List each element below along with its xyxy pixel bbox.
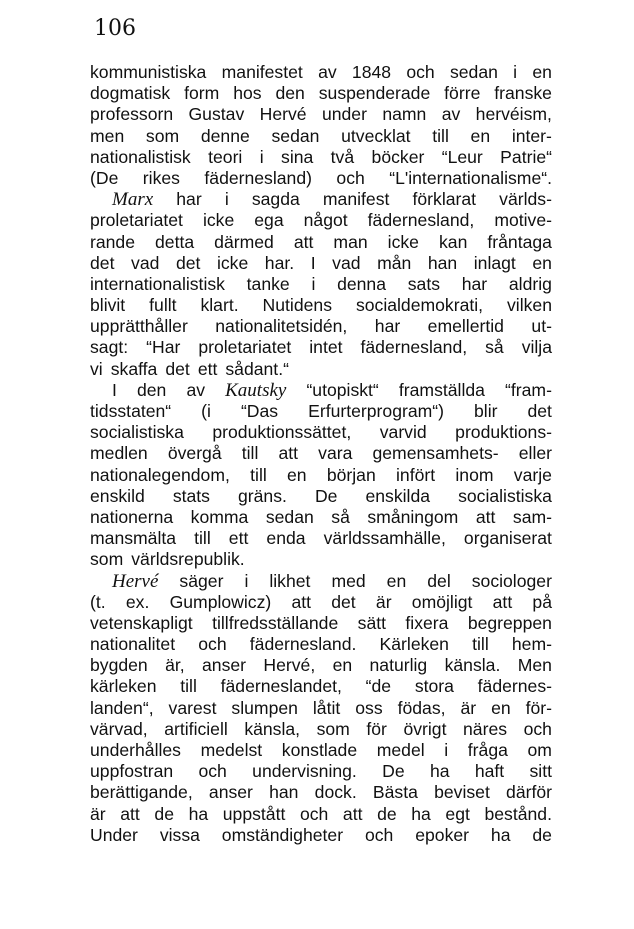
word: inom [455,464,494,485]
word: sagda [251,189,300,210]
text-line [90,549,552,570]
word: “Har [146,337,181,358]
word: fädernesland, [367,210,475,231]
word: artificiell [164,718,228,739]
word: uppstått [222,803,286,824]
word: Men [517,655,552,676]
word: varest [168,697,217,718]
word: att [278,443,299,464]
word: ha [411,803,431,824]
word: haft [474,761,505,782]
word: den [136,379,167,400]
word: en [491,697,511,718]
word: med [331,570,366,591]
word: för [366,718,387,739]
word: till [180,676,197,697]
word: har [461,273,488,294]
word: sätt [357,612,386,633]
word: intet [309,337,343,358]
word: kan [438,231,468,252]
word: icke [387,231,419,252]
word: dock. [314,782,357,803]
word: medelst [200,740,263,760]
word: manifestet [221,62,303,82]
word: något [303,210,348,231]
word: är [90,803,106,824]
word: ega [254,210,284,231]
word: under [321,104,367,125]
text-line [90,337,552,358]
word: i [259,146,264,167]
word: Erfurterprogram“) [308,401,444,421]
body-text [90,62,552,846]
text-line [90,655,552,676]
word: icke [216,252,249,273]
word: en [287,464,307,485]
word: blir [474,401,498,421]
word: säger [179,570,224,591]
text-line [90,465,552,486]
word: nationalegendom, [90,464,230,485]
word: aldrig [508,273,552,294]
text-line [90,443,552,464]
word: vilken [507,295,552,316]
word: att [342,803,363,824]
word: näres [463,718,508,739]
word: i [444,740,449,760]
text-line [90,210,552,231]
word: medlen [90,443,148,464]
word: bestånd. [484,803,552,824]
text-line [90,253,552,274]
text-line [90,740,552,761]
word: en [532,252,552,273]
word: icke [202,210,235,231]
word: en [470,125,491,146]
word: varje [513,464,552,485]
word: oss [355,697,383,718]
word: medel [376,740,425,760]
word: övergå [167,443,222,464]
word: inter- [511,125,552,146]
word: till [472,634,489,655]
word: bygden [90,655,148,676]
word: nationerna [90,506,174,527]
word: proletariatet [198,337,292,358]
word: har [176,189,202,210]
word: och [523,718,552,739]
word: och [364,824,394,845]
word: egt [445,803,470,824]
italic-name: Hervé [112,570,159,592]
word: sådant.“ [225,358,289,379]
word: “fram- [505,379,552,400]
word: mansmälta [90,528,177,549]
word: beviset [434,782,490,803]
word: att [120,803,140,824]
text-line [90,83,552,104]
word: enskild [90,485,145,506]
word: den [275,83,305,104]
text-line [90,486,552,507]
word: emellertid [427,316,504,337]
word: och [198,761,227,782]
word: i [244,570,249,591]
word: ut- [531,316,552,337]
word: vara [318,443,353,464]
word: och [336,167,365,188]
word: franske [494,83,552,104]
word: att [291,591,312,612]
word: detta [155,231,195,252]
word: är [460,697,477,718]
word: har [374,316,401,337]
italic-name: Kautsky [225,379,287,401]
word: konstlade [281,740,358,760]
word: två [330,146,355,167]
word: till [432,125,449,146]
word: en [386,570,407,591]
word: stats [172,485,210,506]
word: socialistiska [90,422,184,443]
word: socialdemokrati, [355,295,484,316]
word: naturlig [369,655,428,676]
word: manifest [322,189,390,210]
word: likhet [269,570,311,591]
text-line [90,168,552,189]
word: ha [490,824,511,845]
word: 1848 [351,62,392,82]
word: förre [444,83,481,104]
word: i [513,62,518,82]
word: suspenderade [318,83,431,104]
word: så [331,506,350,527]
text-line [90,676,552,697]
word: mån [377,252,412,273]
word: internationalistisk [90,273,225,294]
word: av [186,379,206,400]
word: de [154,803,174,824]
word: fädernesland) [204,167,312,188]
word: infört [396,464,436,485]
word: att [475,506,496,527]
word: hervéism, [475,104,552,125]
word: fullt [149,295,177,316]
word: ett [228,528,249,549]
word: gräns. [238,485,287,506]
word: “L'internationalisme“. [389,167,552,188]
text-line [90,613,552,634]
text-line [90,147,552,168]
word: Nutidens [262,295,332,316]
word: förklarat [412,189,477,210]
word: ha [429,761,450,782]
word: fråntaga [487,231,552,252]
word: I [310,252,316,273]
word: anser [208,782,253,803]
word: landen“, [90,697,154,718]
word: rikes [142,167,180,188]
word: denna [337,273,387,294]
word: underhålles [90,740,181,760]
text-line [90,316,552,337]
word: I [112,379,117,400]
word: proletariatet [90,210,183,231]
text-line [90,825,552,846]
word: sedan [265,506,314,527]
text-line [90,380,552,401]
word: (De [90,167,119,188]
word: av [441,104,461,125]
word: nationalitetsidén, [215,316,348,337]
word: sitt [529,761,552,782]
text-line [90,359,552,380]
word: hos [233,83,262,104]
word: sedan [449,62,498,82]
word: sagt: [90,337,129,358]
word: till [241,443,259,464]
text-line [90,804,552,825]
word: vi [90,358,103,379]
word: Kärleken [379,634,449,655]
word: därmed [214,231,274,252]
word: vad [131,252,160,273]
word: Gumplowicz) [169,591,272,612]
word: men [90,125,125,146]
word: böcker [371,146,425,167]
word: känsla. [444,655,501,676]
word: som [145,125,180,146]
word: (i [201,401,211,421]
word: omständigheter [221,824,344,845]
word: vissa [159,824,200,845]
word: världsrepublik. [131,549,245,570]
word: “Das [240,401,279,421]
word: en [532,62,552,82]
text-line [90,232,552,253]
word: till [250,464,267,485]
word: världs- [499,189,552,210]
word: och [406,62,435,82]
word: dogmatisk [90,83,171,104]
word: motive- [494,210,552,231]
text-line [90,782,552,803]
word: känsla, [244,718,301,739]
word: utvecklat [341,125,411,146]
word: som [316,718,350,739]
word: vilja [521,337,552,358]
word: för- [525,697,552,718]
word: berättigande, [90,782,193,803]
word: nationalistisk [90,146,191,167]
word: till [194,528,211,549]
text-line [90,719,552,740]
word: klart. [200,295,239,316]
word: komma [190,506,249,527]
word: början [326,464,376,485]
word: epoker [415,824,470,845]
word: på [532,591,552,612]
word: del [427,570,451,591]
word: skaffa [110,358,158,379]
text-line [90,634,552,655]
text-line [90,126,552,147]
word: inlagt [473,252,516,273]
word: av [318,62,337,82]
word: uppfostran [90,761,174,782]
word: i [311,273,316,294]
word: socialistiska [458,485,552,506]
word: har. [264,252,295,273]
word: ett [197,358,218,379]
word: sats [407,273,441,294]
word: de [532,824,552,845]
word: Hervé, [263,655,316,676]
text-line [90,62,552,83]
word: “Leur [441,146,483,167]
word: produktions- [455,422,552,443]
word: slumpen [231,697,298,718]
word: enda [266,528,306,549]
word: fäderneslandet, [220,676,342,697]
word: han [269,782,299,803]
word: “utopiskt“ [306,379,379,400]
word: övrigt [403,718,447,739]
word: professorn [90,104,174,125]
word: teori [208,146,243,167]
word: omöjligt [411,591,473,612]
word: Patrie“ [500,146,552,167]
word: de [377,803,397,824]
word: De [314,485,338,506]
word: som [90,549,124,570]
word: man [333,231,368,252]
text-line [90,274,552,295]
word: varvid [379,422,427,443]
word: är, [165,655,185,676]
word: blivit [90,295,126,316]
word: sina [281,146,314,167]
italic-name: Marx [112,189,154,211]
word: produktionssättet, [212,422,352,443]
word: det [165,358,190,379]
word: ha [188,803,209,824]
text-line [90,592,552,613]
word: kärleken [90,676,157,697]
word: Bästa [372,782,418,803]
text-line [90,698,552,719]
word: begreppen [467,612,552,633]
text-line [90,295,552,316]
word: fråga [467,740,508,760]
text-line [90,422,552,443]
word: småningom [367,506,459,527]
text-line [90,401,552,422]
text-line [90,189,552,210]
word: Under [90,824,138,845]
word: världssamhälle, [323,528,446,549]
word: hem- [511,634,552,655]
word: namn [382,104,427,125]
word: en [332,655,353,676]
word: det [527,401,552,421]
word: vad [332,252,361,273]
word: enskilda [365,485,431,506]
word: kommunistiska [90,62,207,82]
text-line [90,528,552,549]
word: De [382,761,405,782]
word: det [331,591,356,612]
word: upprätthåller [90,316,188,337]
word: tanke [246,273,290,294]
word: om [527,740,552,760]
word: stora [414,676,454,697]
word: därför [506,782,552,803]
word: låtit [312,697,341,718]
text-line [90,761,552,782]
word: är [375,591,392,612]
word: framställda [398,379,485,400]
word: fädernesland, [360,337,468,358]
word: födas, [397,697,446,718]
word: anser [202,655,247,676]
word: och [299,803,329,824]
word: ex. [125,591,150,612]
word: det [90,252,115,273]
word: så [485,337,504,358]
word: tillfredsställande [212,612,339,633]
word: eller [518,443,552,464]
word: fixera [405,612,449,633]
word: fädernesland. [249,634,357,655]
word: rande [90,231,135,252]
text-line [90,507,552,528]
word: gemensamhets- [372,443,499,464]
page-number: 106 [94,16,136,41]
word: Hervé [259,104,307,125]
text-line [90,571,552,592]
word: (t. [90,591,106,612]
word: undervisning. [252,761,357,782]
word: i [224,189,229,210]
word: tidsstaten“ [90,401,172,421]
word: fädernes- [477,676,552,697]
word: han [427,252,458,273]
word: form [184,83,220,104]
word: värvad, [90,718,148,739]
word: vetenskapligt [90,612,193,633]
word: att [492,591,513,612]
word: Gustav [188,104,245,125]
word: denne [200,125,250,146]
word: sociologer [471,570,552,591]
word: sam- [512,506,552,527]
word: det [175,252,201,273]
word: “de [365,676,392,697]
word: nationalitet [90,634,176,655]
word: och [198,634,227,655]
word: sedan [271,125,320,146]
word: att [293,231,314,252]
word: organiserat [463,528,552,549]
text-line [90,104,552,125]
